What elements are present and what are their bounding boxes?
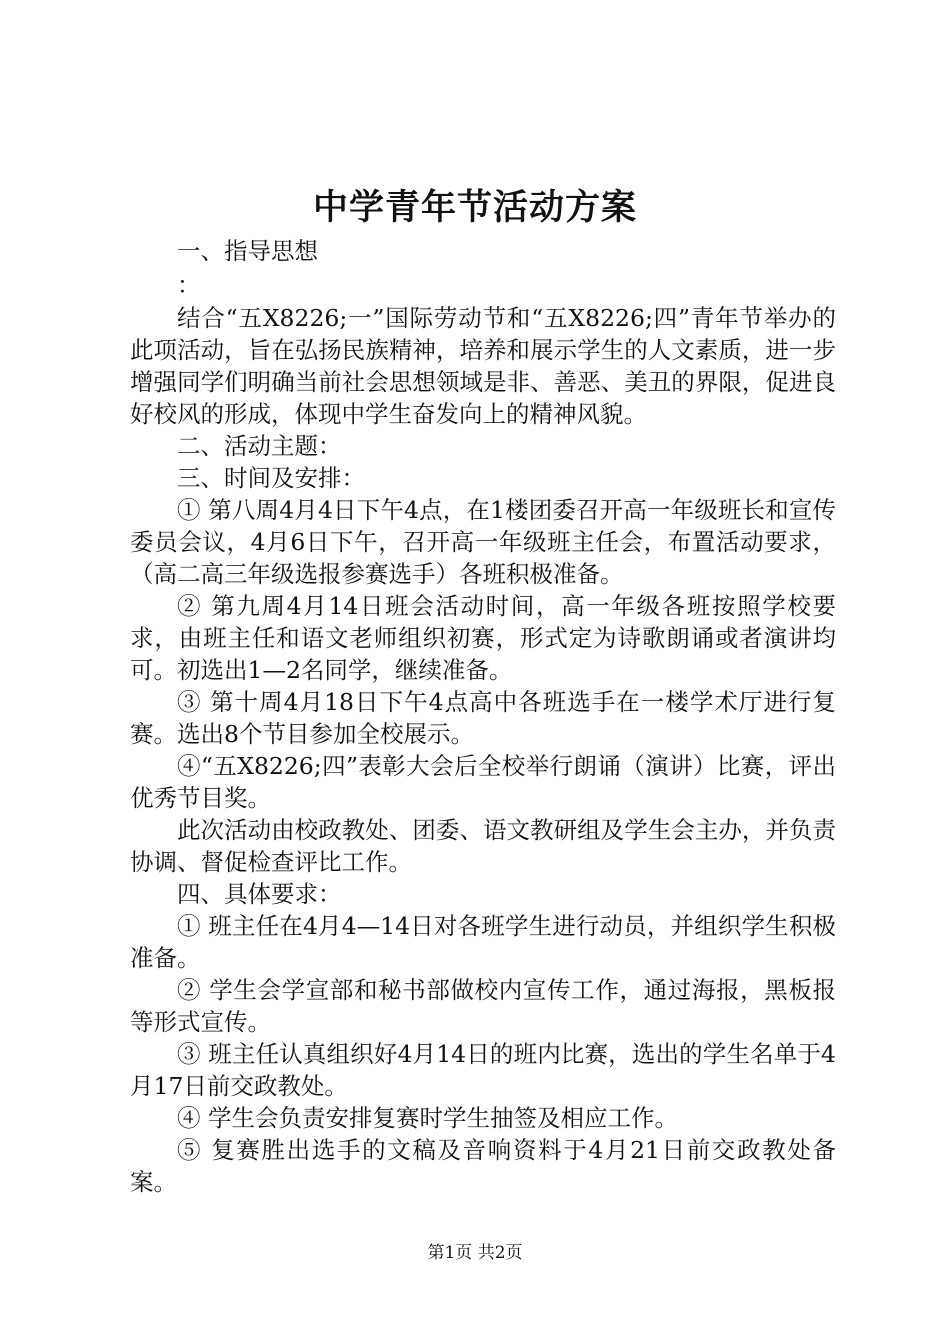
requirement-item-2: ② 学生会学宣部和秘书部做校内宣传工作，通过海报，黑板报等形式宣传。 (130, 976, 836, 1036)
requirement-item-1: ① 班主任在4月4—14日对各班学生进行动员，并组织学生积极准备。 (130, 912, 836, 972)
paragraph-purpose: 结合“五X8226;一”国际劳动节和“五X8226;四”青年节举办的此项活动，旨在弘扬民族精神，培养和展示学生的人文素质，进一步增强同学们明确当前社会思想领域是非、善恶、美丑的界限，促进良好校风的形成，体现中学生奋发向上的精神风貌。 (130, 304, 836, 428)
paragraph-organizers: 此次活动由校政教处、团委、语文教研组及学生会主办，并负责协调、督促检查评比工作。 (130, 816, 836, 876)
section-heading-theme: 二、活动主题： (177, 432, 342, 460)
requirement-item-5: ⑤ 复赛胜出选手的文稿及音响资料于4月21日前交政教处备案。 (130, 1136, 836, 1196)
document-body (130, 234, 836, 1198)
schedule-item-2: ② 第九周4月14日班会活动时间，高一年级各班按照学校要求，由班主任和语文老师组织初赛，形式定为诗歌朗诵或者演讲均可。初选出1—2名同学，继续准备。 (130, 592, 836, 684)
schedule-item-4: ④“五X8226;四”表彰大会后全校举行朗诵（演讲）比赛，评出优秀节目奖。 (130, 752, 836, 812)
section-heading-schedule: 三、时间及安排： (177, 464, 365, 492)
document-title: 中学青年节活动方案 (312, 187, 637, 228)
section-heading-requirements: 四、具体要求： (177, 880, 342, 908)
schedule-item-1: ① 第八周4月4日下午4点，在1楼团委召开高一年级班长和宣传委员会议，4月6日下午，召开高一年级班主任会，布置活动要求，（高二高三年级选报参赛选手）各班积极准备。 (130, 496, 836, 588)
schedule-item-3: ③ 第十周4月18日下午4点高中各班选手在一楼学术厅进行复赛。选出8个节目参加全校展示。 (130, 688, 836, 748)
section-heading-guiding-thought: 一、指导思想 (177, 237, 318, 265)
page-footer: 第1页 共2页 (427, 1243, 523, 1263)
requirement-item-3: ③ 班主任认真组织好4月14日的班内比赛，选出的学生名单于4月17日前交政教处。 (130, 1040, 836, 1100)
requirement-item-4: ④ 学生会负责安排复赛时学生抽签及相应工作。 (177, 1104, 678, 1132)
colon-line: ： (177, 271, 201, 299)
